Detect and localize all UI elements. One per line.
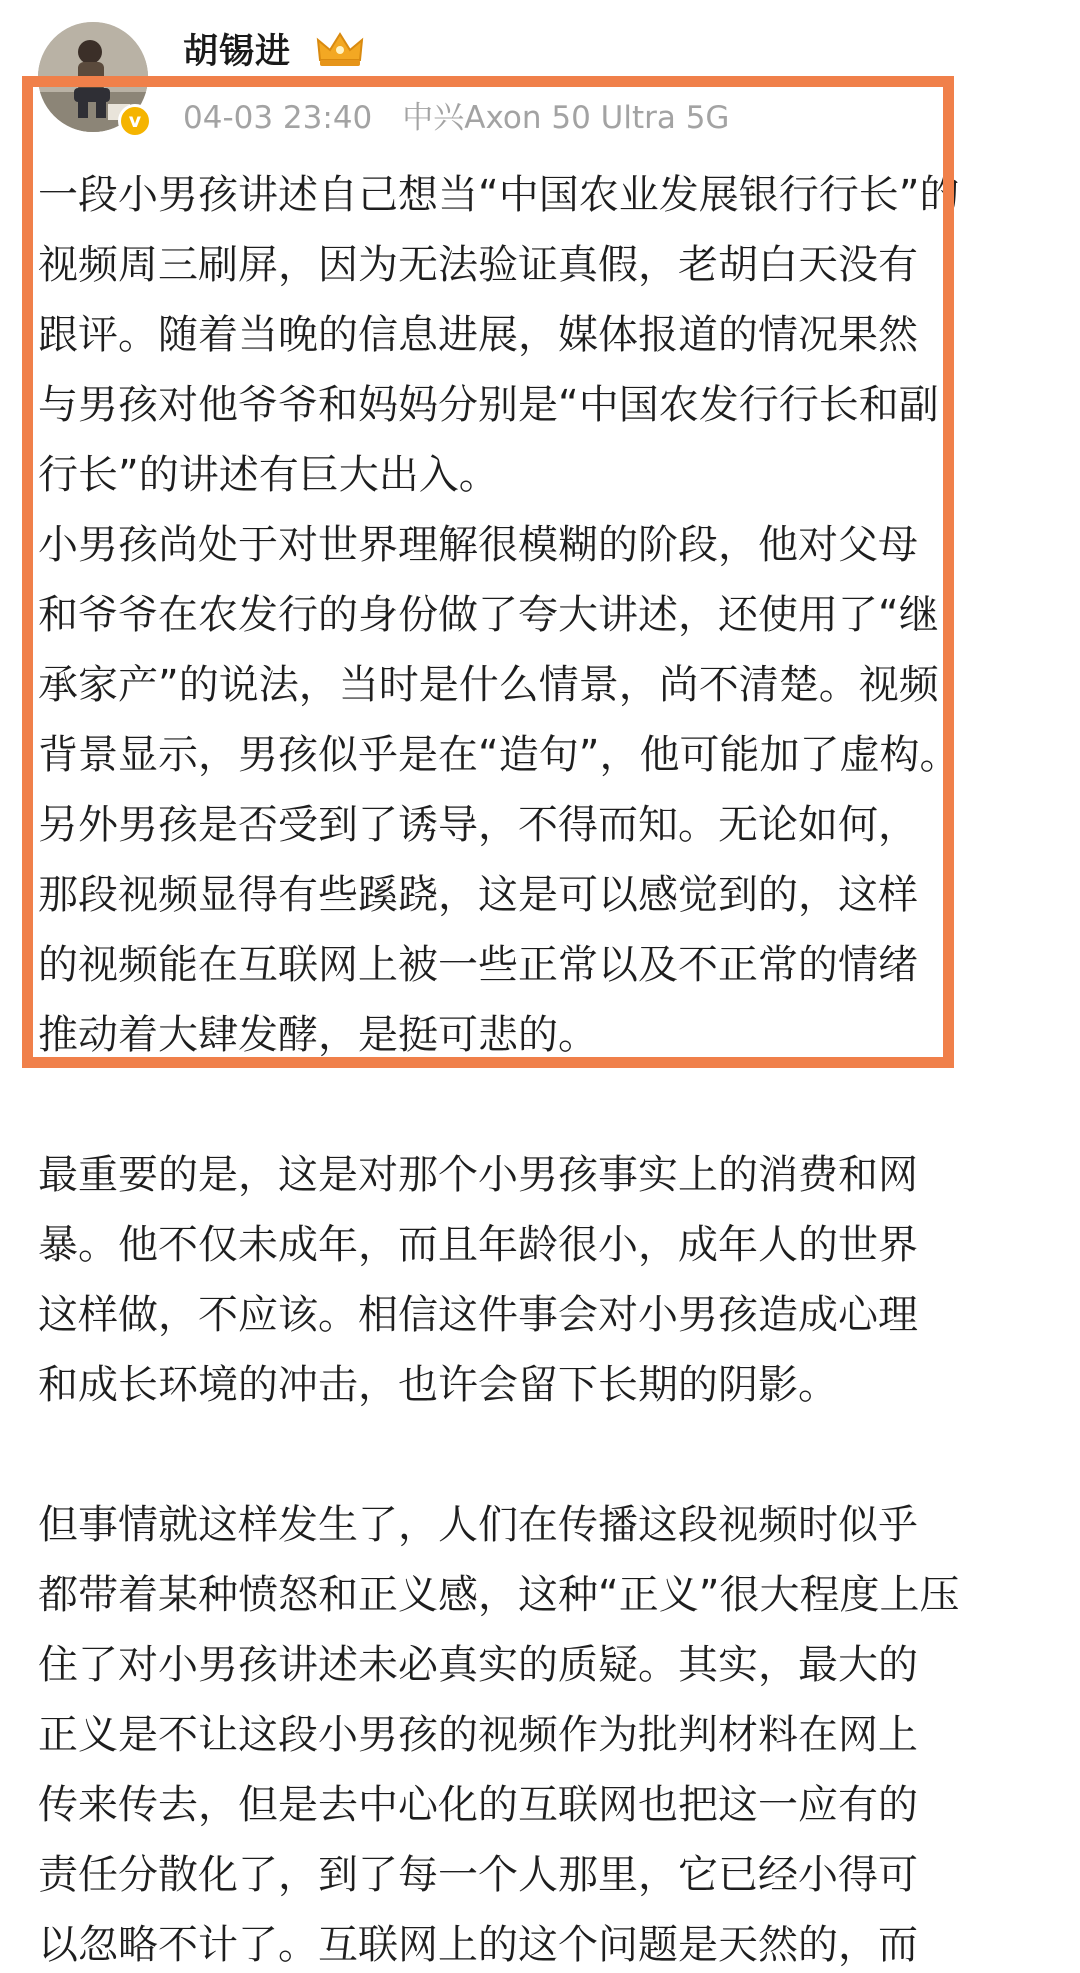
paragraph-line: 住了对小男孩讲述未必真实的质疑。其实，最大的 xyxy=(38,1642,918,1688)
paragraph-line: 和爷爷在农发行的身份做了夸大讲述，还使用了“继 xyxy=(38,592,939,638)
paragraph-line: 背景显示，男孩似乎是在“造句”，他可能加了虚构。 xyxy=(38,732,960,778)
paragraph-gap xyxy=(38,1420,1058,1490)
author-name[interactable]: 胡锡进 xyxy=(183,32,292,72)
paragraph-line: 最重要的是，这是对那个小男孩事实上的消费和网 xyxy=(38,1152,918,1198)
post-body xyxy=(38,160,1058,1973)
post-header xyxy=(0,0,1080,150)
paragraph-line: 暴。他不仅未成年，而且年龄很小，成年人的世界 xyxy=(38,1222,918,1268)
post-meta xyxy=(183,92,729,137)
paragraph-line: 都带着某种愤怒和正义感，这种“正义”很大程度上压 xyxy=(38,1572,960,1618)
paragraph-line: 那段视频显得有些蹊跷，这是可以感觉到的，这样 xyxy=(38,872,918,918)
paragraph-line: 但事情就这样发生了，人们在传播这段视频时似乎 xyxy=(38,1502,918,1548)
crown-badge-icon[interactable] xyxy=(314,30,366,70)
paragraph-line: 跟评。随着当晚的信息进展，媒体报道的情况果然 xyxy=(38,312,918,358)
verified-v-icon: v xyxy=(118,104,152,138)
paragraph-line: 小男孩尚处于对世界理解很模糊的阶段，他对父母 xyxy=(38,522,918,568)
paragraph-line: 以忽略不计了。互联网上的这个问题是天然的，而 xyxy=(38,1922,918,1968)
paragraph-line: 承家产”的说法，当时是什么情景，尚不清楚。视频 xyxy=(38,662,939,708)
paragraph-line: 的视频能在互联网上被一些正常以及不正常的情绪 xyxy=(38,942,918,988)
paragraph-line: 一段小男孩讲述自己想当“中国农业发展银行行长”的 xyxy=(38,172,960,218)
paragraph-gap xyxy=(38,1070,1058,1140)
paragraph-line: 另外男孩是否受到了诱导，不得而知。无论如何， xyxy=(38,802,918,848)
paragraph-line: 正义是不让这段小男孩的视频作为批判材料在网上 xyxy=(38,1712,918,1758)
paragraph-line: 视频周三刷屏，因为无法验证真假，老胡白天没有 xyxy=(38,242,918,288)
paragraph-line: 这样做，不应该。相信这件事会对小男孩造成心理 xyxy=(38,1292,918,1338)
paragraph-line: 和成长环境的冲击，也许会留下长期的阴影。 xyxy=(38,1362,838,1408)
paragraph-line: 责任分散化了，到了每一个人那里，它已经小得可 xyxy=(38,1852,918,1898)
post-device: 中兴Axon 50 Ultra 5G xyxy=(402,100,730,136)
paragraph-line: 传来传去，但是去中心化的互联网也把这一应有的 xyxy=(38,1782,918,1828)
paragraph-line: 推动着大肆发酵，是挺可悲的。 xyxy=(38,1012,598,1058)
paragraph-line: 与男孩对他爷爷和妈妈分别是“中国农发行行长和副 xyxy=(38,382,939,428)
paragraph-line: 行长”的讲述有巨大出入。 xyxy=(38,452,499,498)
post-timestamp: 04-03 23:40 xyxy=(183,100,373,136)
